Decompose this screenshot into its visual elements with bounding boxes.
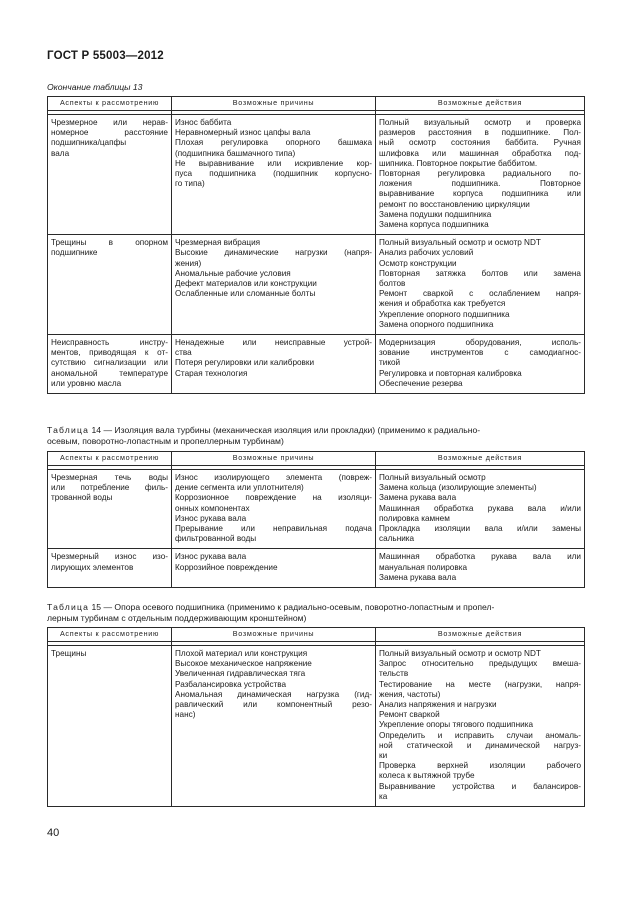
header-aspects: Аспекты к рассмотрению: [48, 452, 172, 466]
cell-line: Высокое механическое напряжение: [175, 659, 312, 669]
cell-line: вала: [51, 148, 70, 158]
cell-line: ной статической и динамической нагруз-: [379, 740, 581, 750]
header-actions: Возможные действия: [376, 97, 585, 111]
cell-line: Замена рукава вала: [379, 572, 457, 582]
cell-line: Высокие динамические нагрузки (напря-: [175, 248, 372, 258]
actions-cell: [376, 646, 585, 807]
cell-line: пуса подшипника (подшипник корпусно-: [175, 169, 372, 179]
page-number: 40: [47, 827, 60, 839]
cell-line: Проверка верхней изоляции рабочего: [379, 761, 581, 771]
cell-line: Машинная обработка рукава вала или: [379, 552, 581, 562]
actions-cell: [376, 549, 585, 588]
header-causes: Возможные причины: [172, 628, 376, 642]
cell-line: Регулировка и повторная калибровка: [379, 368, 522, 378]
cell-line: Увеличенная гидравлическая тяга: [175, 669, 306, 679]
cell-line: ментов, приводящая к от-: [51, 348, 168, 358]
cell-line: Ненадежные или неисправные устрой-: [175, 338, 372, 348]
cell-line: Запрос относительно предыдущих вмеша-: [379, 659, 581, 669]
cell-line: Износ рукава вала: [175, 552, 247, 562]
cell-line: Потеря регулировки или калибровки: [175, 358, 315, 368]
cell-line: Замена кольца (изолирующие элементы): [379, 483, 537, 493]
table-15-caption: [47, 602, 585, 623]
cell-line: ки: [379, 751, 388, 761]
cell-line: Неравномерный износ цапфы вала: [175, 128, 311, 138]
cell-line: ка: [379, 791, 388, 801]
cell-line: Чрезмерная течь воды: [51, 473, 168, 482]
cell-line: подшипника/цапфы: [51, 138, 127, 148]
causes-cell: [172, 646, 376, 807]
actions-cell: [376, 335, 585, 394]
cell-line: ремонт по восстановлению циркуляции: [379, 199, 530, 209]
table-header-row: [48, 628, 585, 642]
cell-line: трованной воды: [51, 493, 113, 503]
cell-line: лирующих элементов: [51, 562, 134, 572]
cell-line: Укрепление опорного подшипника: [379, 309, 510, 319]
cell-line: Полный визуальный осмотр: [379, 473, 486, 482]
cell-line: жения и обработка как требуется: [379, 299, 506, 309]
cell-line: Чрезмерный износ изо-: [51, 552, 168, 562]
cell-line: шлифовка или машинная обработка под-: [379, 148, 581, 158]
cell-line: Замена рукава вала: [379, 493, 457, 503]
cell-line: Определить и исправить случаи аномаль-: [379, 730, 581, 740]
cell-line: ложения подшипника. Повторное: [379, 179, 581, 189]
cell-line: Повторная затяжка болтов или замена: [379, 268, 581, 278]
aspect-cell: [48, 115, 172, 235]
cell-line: ства: [175, 348, 192, 358]
cell-line: Замена подушки подшипника: [379, 209, 492, 219]
cell-line: Обеспечение резерва: [379, 378, 463, 388]
header-actions: Возможные действия: [376, 628, 585, 642]
cell-line: (подшипника башмачного типа): [175, 148, 296, 158]
table-14-title-line2: осевым, поворотно-лопастным и пропеллерным турбинам): [47, 435, 284, 446]
header-causes: Возможные причины: [172, 97, 376, 111]
table-13-caption: Окончание таблицы 13: [47, 82, 143, 92]
cell-line: Трещины в опорном: [51, 238, 168, 248]
cell-line: Полный визуальный осмотр и осмотр NDT: [379, 649, 541, 658]
cell-line: тикой: [379, 358, 401, 368]
cell-line: подшипнике: [51, 248, 98, 258]
header-causes: Возможные причины: [172, 452, 376, 466]
cell-line: номерное расстояние: [51, 128, 168, 138]
cell-line: Неисправность инстру-: [51, 338, 168, 348]
cell-line: или уровню масла: [51, 378, 122, 388]
table-header-row: [48, 452, 585, 466]
cell-line: Прокладка изоляции вала и/или замены: [379, 524, 581, 534]
cell-line: Ослабленные или сломанные болты: [175, 289, 316, 299]
cell-line: Повторная регулировка радиального по-: [379, 169, 581, 179]
aspect-cell: [48, 470, 172, 549]
table-14-prefix: Таблица: [47, 425, 90, 435]
table-row: [48, 335, 585, 394]
cell-line: Замена корпуса подшипника: [379, 220, 489, 230]
cell-line: Плохой материал или конструкция: [175, 649, 308, 658]
cell-line: мануальная полировка: [379, 562, 468, 572]
actions-cell: [376, 470, 585, 549]
document-header: ГОСТ Р 55003—2012: [47, 50, 164, 62]
cell-line: жения): [175, 258, 202, 268]
cell-line: го типа): [175, 179, 205, 189]
causes-cell: [172, 115, 376, 235]
cell-line: колеса к вытяжной трубе: [379, 771, 475, 781]
cell-line: Износ изолирующего элемента (повреж-: [175, 473, 372, 482]
cell-line: Аномальные рабочие условия: [175, 268, 291, 278]
cell-line: Трещины: [51, 649, 87, 658]
cell-line: Дефект материалов или конструкции: [175, 279, 317, 289]
cell-line: Анализ напряжения и нагрузки: [379, 700, 497, 710]
aspect-cell: [48, 549, 172, 588]
header-actions: Возможные действия: [376, 452, 585, 466]
cell-line: аномальной температуре: [51, 368, 168, 378]
cell-line: онных компонентах: [175, 503, 250, 513]
cell-line: жения, частоты): [379, 689, 441, 699]
cell-line: сутствию сигнализации или: [51, 358, 168, 368]
cell-line: болтов: [379, 279, 406, 289]
cell-line: Выравнивание устройства и балансиров-: [379, 781, 581, 791]
causes-cell: [172, 335, 376, 394]
cell-line: Износ рукава вала: [175, 513, 247, 523]
table-14-caption: [47, 425, 585, 446]
cell-line: Полный визуальный осмотр и осмотр NDT: [379, 238, 541, 248]
table-row: [48, 549, 585, 588]
cell-line: равлический или компонентный резо-: [175, 700, 372, 710]
cell-line: нанс): [175, 710, 196, 720]
cell-line: Плохая регулировка опорного башмака: [175, 138, 372, 148]
cell-line: Ремонт сваркой с ослаблением напря-: [379, 289, 581, 299]
cell-line: Коррозионное повреждение на изоляци-: [175, 493, 372, 503]
cell-line: Старая технология: [175, 368, 248, 378]
table-14: [47, 451, 585, 588]
cell-line: Ремонт сваркой: [379, 710, 440, 720]
table-13: [47, 96, 585, 394]
cell-line: сальника: [379, 534, 415, 544]
cell-line: полировка камнем: [379, 513, 450, 523]
causes-cell: [172, 235, 376, 335]
actions-cell: [376, 115, 585, 235]
cell-line: Коррозийное повреждение: [175, 562, 278, 572]
aspect-cell: [48, 646, 172, 807]
cell-line: тельств: [379, 669, 409, 679]
cell-line: Укрепление опоры тягового подшипника: [379, 720, 534, 730]
aspect-cell: [48, 235, 172, 335]
cell-line: Аномальная динамическая нагрузка (гид-: [175, 689, 372, 699]
header-aspects: Аспекты к рассмотрению: [48, 97, 172, 111]
causes-cell: [172, 470, 376, 549]
cell-line: дение сегмента или уплотнителя): [175, 483, 304, 493]
cell-line: фильтрованной воды: [175, 534, 257, 544]
cell-line: ный осмотр состояния баббита. Ручная: [379, 138, 581, 148]
cell-line: Полный визуальный осмотр и проверка: [379, 118, 581, 127]
table-14-title-line1: 14 — Изоляция вала турбины (механическая изоляция или прокладки) (применимо к радиально-: [89, 425, 481, 435]
table-15: [47, 627, 585, 807]
table-row: [48, 115, 585, 235]
cell-line: Модернизация оборудования, исполь-: [379, 338, 581, 348]
cell-line: или потребление филь-: [51, 483, 168, 493]
table-row: [48, 235, 585, 335]
table-15-title-line1: 15 — Опора осевого подшипника (применимо к радиально-осевым, поворотно-лопастным и пропел-: [89, 602, 495, 612]
cell-line: размеров расстояния в подшипнике. Пол-: [379, 128, 581, 138]
cell-line: Чрезмерная вибрация: [175, 238, 261, 248]
cell-line: шипника. Повторное покрытие баббитом.: [379, 158, 538, 168]
cell-line: Прерывание или неправильная подача: [175, 524, 372, 534]
cell-line: Тестирование на месте (нагрузки, напря-: [379, 679, 581, 689]
cell-line: Износ баббита: [175, 118, 232, 127]
table-header-row: [48, 97, 585, 111]
table-15-title-line2: лерным турбинам с отдельным поддерживающим кронштейном): [47, 612, 307, 623]
table-15-prefix: Таблица: [47, 602, 90, 612]
actions-cell: [376, 235, 585, 335]
cell-line: Разбалансировка устройства: [175, 679, 287, 689]
cell-line: зование инструментов с самодиагнос-: [379, 348, 581, 358]
cell-line: Осмотр конструкции: [379, 258, 457, 268]
header-aspects: Аспекты к рассмотрению: [48, 628, 172, 642]
table-row: [48, 470, 585, 549]
cell-line: Не выравнивание или искривление кор-: [175, 158, 372, 168]
cell-line: Анализ рабочих условий: [379, 248, 474, 258]
cell-line: Чрезмерное или нерав-: [51, 118, 168, 127]
causes-cell: [172, 549, 376, 588]
cell-line: Машинная обработка рукава вала и/или: [379, 503, 581, 513]
cell-line: выравнивание корпуса подшипника или: [379, 189, 581, 199]
cell-line: Замена опорного подшипника: [379, 319, 494, 329]
aspect-cell: [48, 335, 172, 394]
table-row: [48, 646, 585, 807]
